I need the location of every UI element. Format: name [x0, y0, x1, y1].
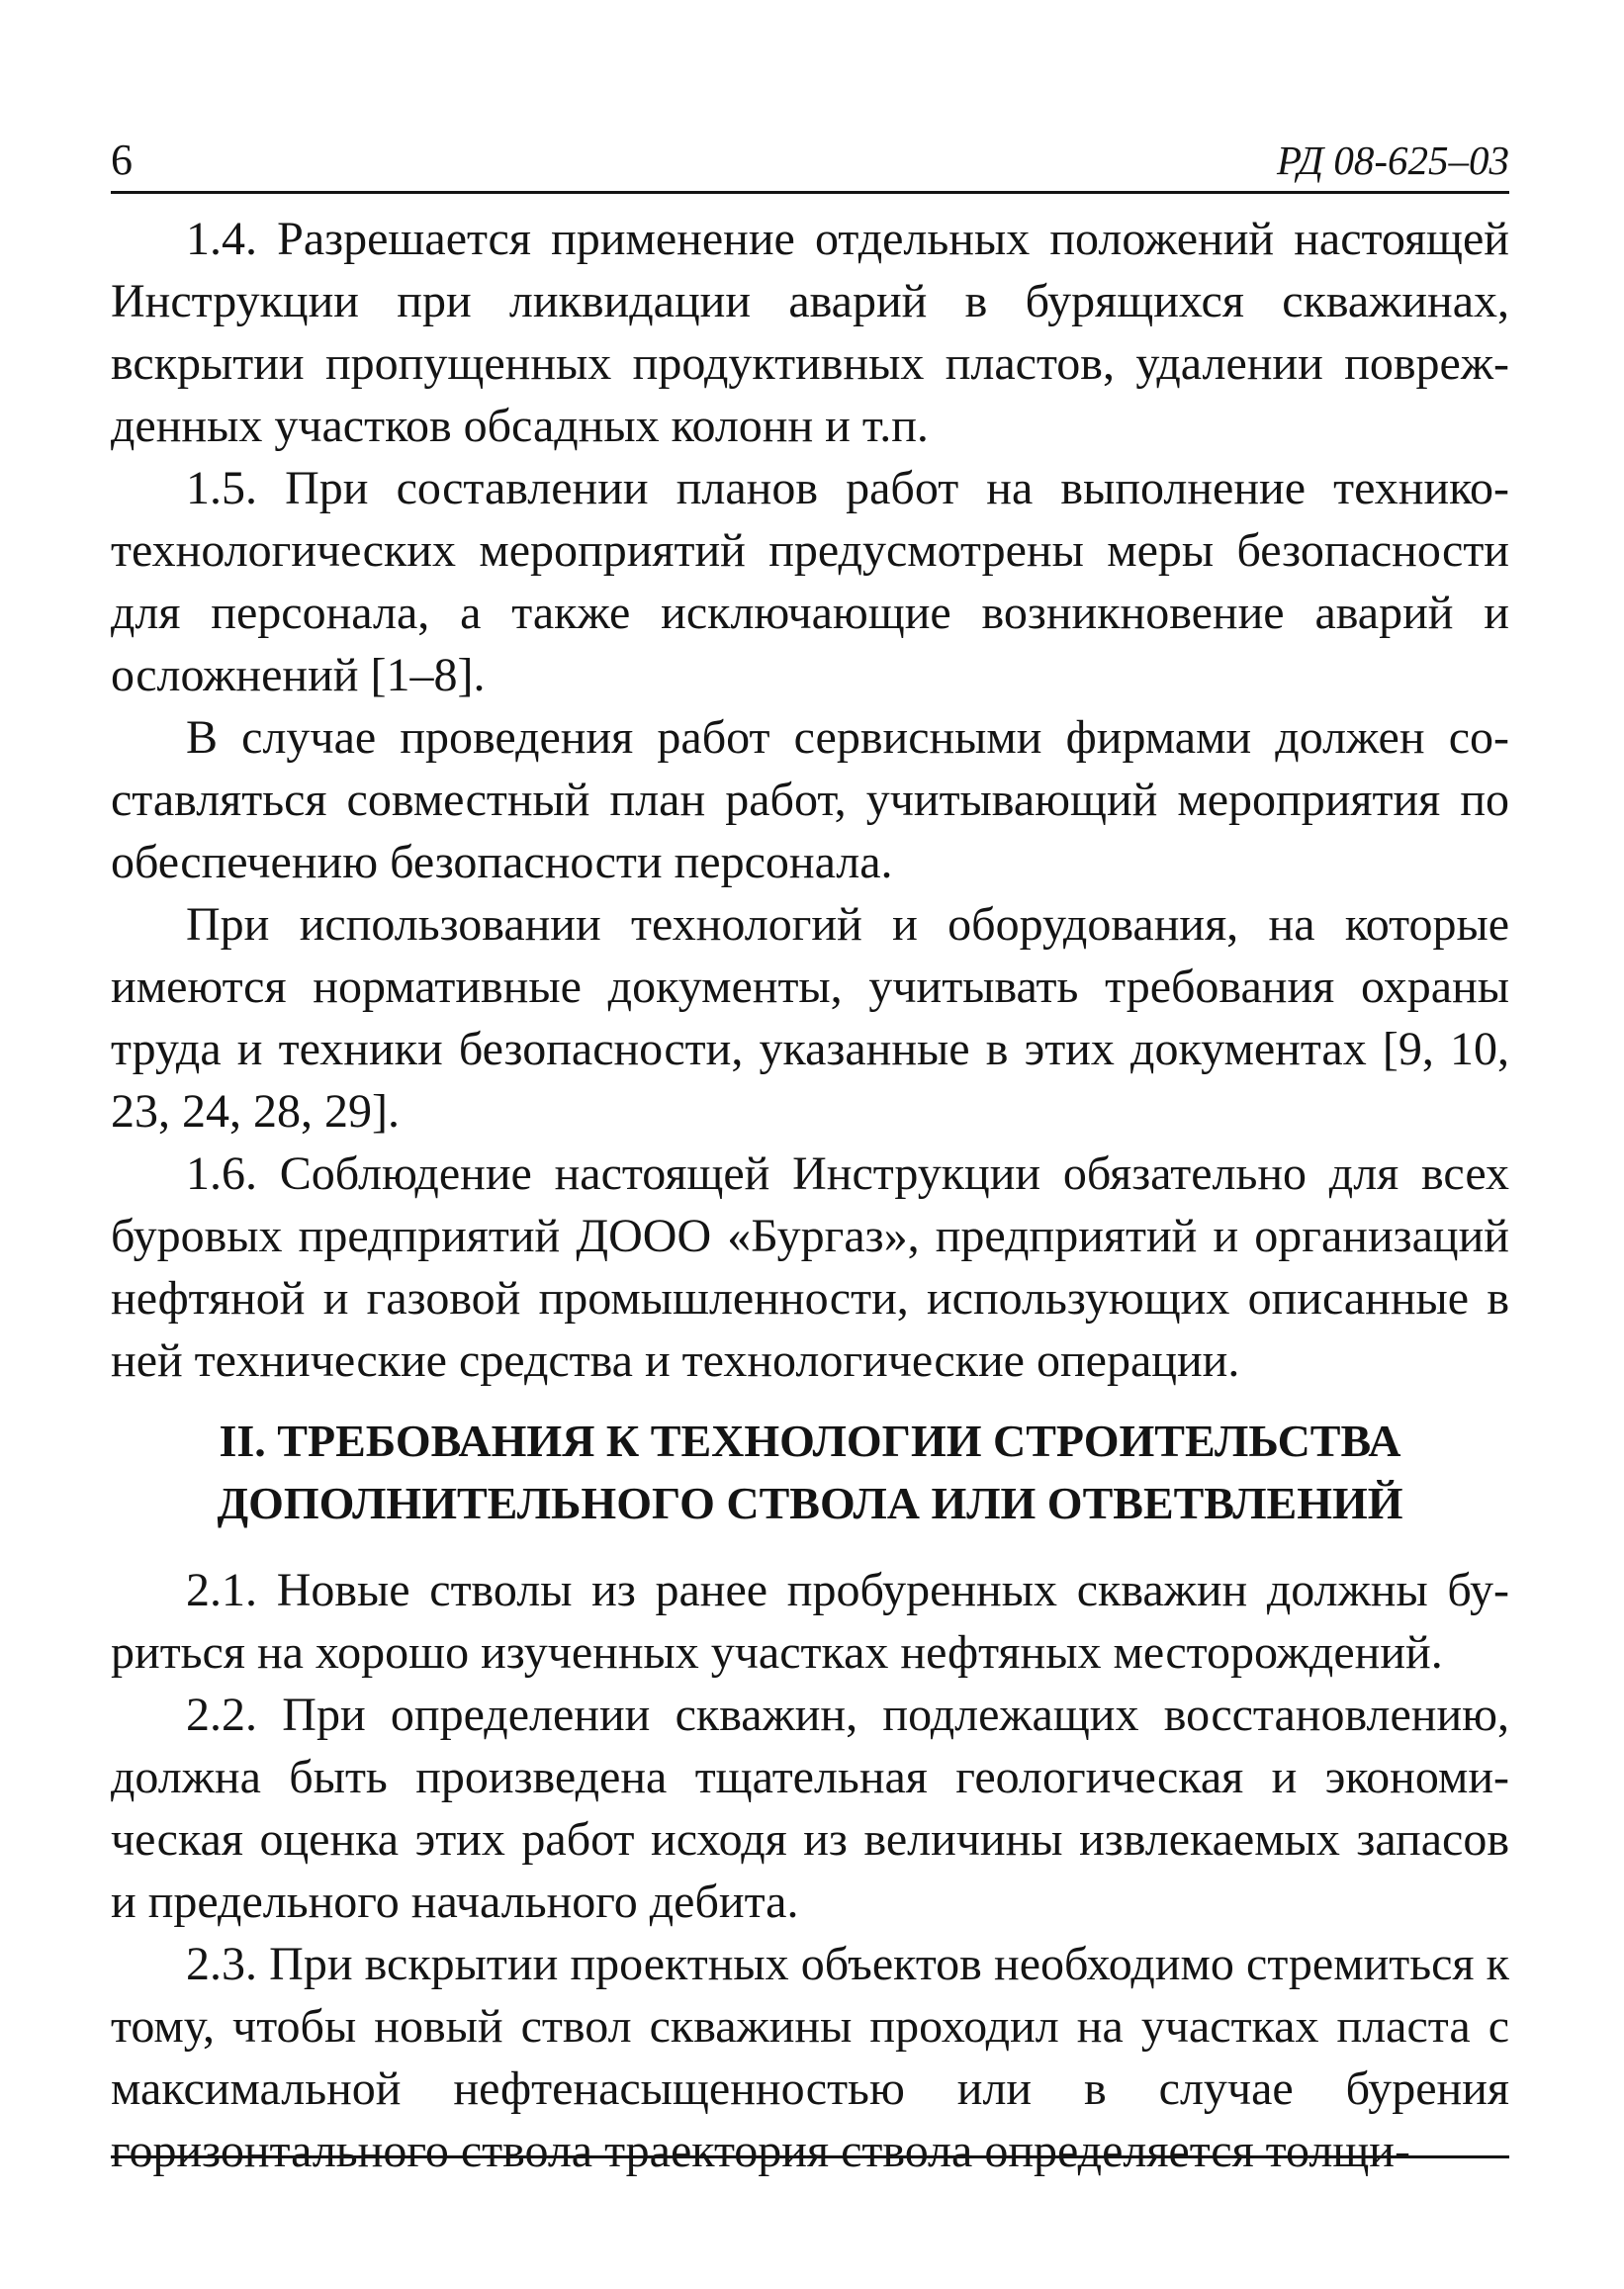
document-code: РД 08-625–03: [1277, 137, 1509, 183]
paragraph-2-2: 2.2. При определении скважин, подлежащих восстановлению, должна быть произведена тщательная геологическая и экономическая оценка этих работ исходя из величины извлекаемых запасов и предельного начального дебита.: [111, 1689, 1509, 1928]
paragraph-2-3: 2.3. При вскрытии проектных объектов необходимо стремиться к тому, чтобы новый ствол скважины проходил на участках пласта с максимальной нефтенасыщенностью или в случае бурения горизонтального ствола траектория ствола определяется толщи-: [111, 1938, 1509, 2177]
paragraph-1-5: 1.5. При составлении планов работ на выполнение технико-технологических мероприятий предусмотрены меры безопасности для персонала, а также исключающие возникновение аварий и осложнений [1–8].: [111, 462, 1509, 701]
paragraph-technologies: При использовании технологий и оборудования, на которые имеются нормативные документы, учитывать требования охраны труда и техники безопасности, указанные в этих документах [9, 10, 23, 24, 28, 29].: [111, 898, 1509, 1138]
paragraph-1-4: 1.4. Разрешается применение отдельных положений настоящей Инструкции при ликвидации аварий в бурящихся скважинах, вскрытии пропущенных продуктивных пластов, удалении поврежденных участков обсадных колонн и т.п.: [111, 213, 1509, 452]
paragraph-service-firms: В случае проведения работ сервисными фирмами должен составляться совместный план работ, учитывающий мероприятия по обеспечению безопасности персонала.: [111, 711, 1509, 888]
paragraph-2-1: 2.1. Новые стволы из ранее пробуренных скважин должны буриться на хорошо изученных участках нефтяных месторождений.: [111, 1564, 1509, 1679]
section-heading-line-1: II. ТРЕБОВАНИЯ К ТЕХНОЛОГИИ СТРОИТЕЛЬСТВА: [219, 1416, 1401, 1466]
section-heading: [111, 1410, 1509, 1534]
header-rule: [111, 191, 1509, 194]
section-heading-line-2: ДОПОЛНИТЕЛЬНОГО СТВОЛА ИЛИ ОТВЕТВЛЕНИЙ: [217, 1478, 1403, 1528]
paragraph-1-6: 1.6. Соблюдение настоящей Инструкции обязательно для всех буровых предприятий ДООО «Бургаз», предприятий и организаций нефтяной и газовой промышленности, использующих описанные в ней технические средства и технологические операции.: [111, 1147, 1509, 1387]
footer-rule: [111, 2155, 1509, 2158]
body-text-bottom: [111, 1559, 1509, 2182]
body-text-top: [111, 208, 1509, 1392]
page-number: 6: [111, 136, 133, 184]
